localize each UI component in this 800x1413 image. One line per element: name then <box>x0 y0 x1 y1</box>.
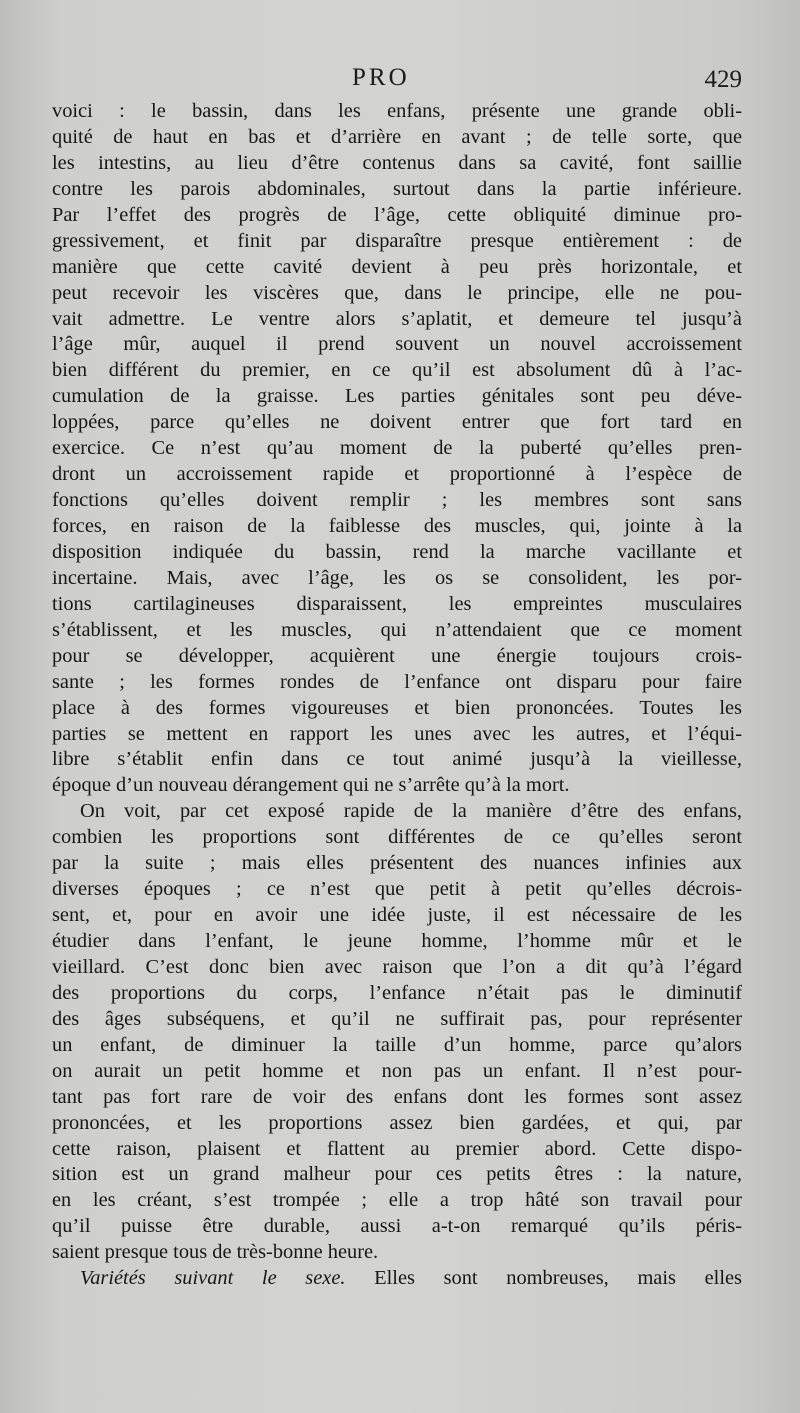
text-line: manière que cette cavité devient à peu près horizontale, et <box>52 255 742 278</box>
text-line: exercice. Ce n’est qu’au moment de la puberté qu’elles pren- <box>52 437 742 460</box>
text-line: peut recevoir les viscères que, dans le principe, elle ne pou- <box>52 281 742 304</box>
text-line: vieillard. C’est donc bien avec raison que l’on a dit qu’à l’égard <box>52 955 742 978</box>
text-line: par la suite ; mais elles présentent des nuances infinies aux <box>52 852 742 875</box>
text-line: les intestins, au lieu d’être contenus dans sa cavité, font saillie <box>52 151 742 174</box>
text-line: prononcées, et les proportions assez bien gardées, et qui, par <box>52 1111 742 1134</box>
running-head: PRO <box>352 64 410 91</box>
text-line: fonctions qu’elles doivent remplir ; les membres sont sans <box>52 489 742 512</box>
text-line: combien les proportions sont différentes de ce qu’elles seront <box>52 826 742 849</box>
text-line: époque d’un nouveau dérangement qui ne s’arrête qu’à la mort. <box>52 774 570 797</box>
text-line: diverses époques ; ce n’est que petit à petit qu’elles décrois- <box>52 878 742 901</box>
text-line-section-start <box>52 1266 742 1292</box>
text-line: l’âge mûr, auquel il prend souvent un nouvel accroissement <box>52 333 742 356</box>
text-line: cette raison, plaisent et flattent au premier abord. Cette dispo- <box>52 1137 742 1160</box>
text-line: disposition indiquée du bassin, rend la marche vacillante et <box>52 540 742 563</box>
text-line: libre s’établit enfin dans ce tout animé jusqu’à la vieillesse, <box>52 748 742 771</box>
text-line-continuation: Elles sont nombreuses, mais elles <box>374 1267 742 1290</box>
text-line: sition est un grand malheur pour ces petits êtres : la nature, <box>52 1163 742 1186</box>
text-line: sent, et, pour en avoir une idée juste, il est nécessaire de les <box>52 904 742 927</box>
text-line: pour se développer, acquièrent une énergie toujours crois- <box>52 644 742 667</box>
text-line: on aurait un petit homme et non pas un enfant. Il n’est pour- <box>52 1059 742 1082</box>
text-line: forces, en raison de la faiblesse des muscles, qui, jointe à la <box>52 515 742 537</box>
section-heading-italic: Variétés suivant le sexe. <box>80 1267 346 1290</box>
body-text <box>52 99 742 1292</box>
text-line: incertaine. Mais, avec l’âge, les os se consolident, les por- <box>52 566 742 589</box>
text-line: gressivement, et finit par disparaître presque entièrement : de <box>52 229 742 252</box>
text-line: des proportions du corps, l’enfance n’était pas le diminutif <box>52 981 742 1004</box>
text-line: tant pas fort rare de voir des enfans dont les formes sont assez <box>52 1085 742 1108</box>
text-line: Par l’effet des progrès de l’âge, cette obliquité diminue pro- <box>52 203 742 226</box>
text-line: parties se mettent en rapport les unes avec les autres, et l’équi- <box>52 722 742 745</box>
text-line: quité de haut en bas et d’arrière en avant ; de telle sorte, que <box>52 125 742 148</box>
text-line: dront un accroissement rapide et proportionné à l’espèce de <box>52 463 742 486</box>
page-header <box>52 64 742 104</box>
text-line: voici : le bassin, dans les enfans, présente une grande obli- <box>52 100 742 122</box>
text-line: des âges subséquens, et qu’il ne suffirait pas, pour représenter <box>52 1007 742 1030</box>
text-line: sante ; les formes rondes de l’enfance ont disparu pour faire <box>52 670 742 693</box>
text-line: étudier dans l’enfant, le jeune homme, l’homme mûr et le <box>52 930 742 952</box>
text-line: vait admettre. Le ventre alors s’aplatit, et demeure tel jusqu’à <box>52 307 742 330</box>
text-line: qu’il puisse être durable, aussi a-t-on remarqué qu’ils péris- <box>52 1215 742 1238</box>
text-line: s’établissent, et les muscles, qui n’attendaient que ce moment <box>52 618 742 641</box>
page-number: 429 <box>704 66 742 93</box>
text-line: un enfant, de diminuer la taille d’un homme, parce qu’alors <box>52 1033 742 1056</box>
text-line: cumulation de la graisse. Les parties génitales sont peu déve- <box>52 385 742 408</box>
text-line: place à des formes vigoureuses et bien prononcées. Toutes les <box>52 696 742 719</box>
text-line: loppées, parce qu’elles ne doivent entrer que fort tard en <box>52 411 742 434</box>
text-line: bien différent du premier, en ce qu’il est absolument dû à l’ac- <box>52 359 742 382</box>
text-line: On voit, par cet exposé rapide de la manière d’être des enfans, <box>80 800 742 823</box>
text-line: saient presque tous de très-bonne heure. <box>52 1241 379 1264</box>
text-line: en les créant, s’est trompée ; elle a trop hâté son travail pour <box>52 1189 742 1212</box>
text-line: tions cartilagineuses disparaissent, les empreintes musculaires <box>52 592 742 615</box>
text-line: contre les parois abdominales, surtout dans la partie inférieure. <box>52 177 742 200</box>
